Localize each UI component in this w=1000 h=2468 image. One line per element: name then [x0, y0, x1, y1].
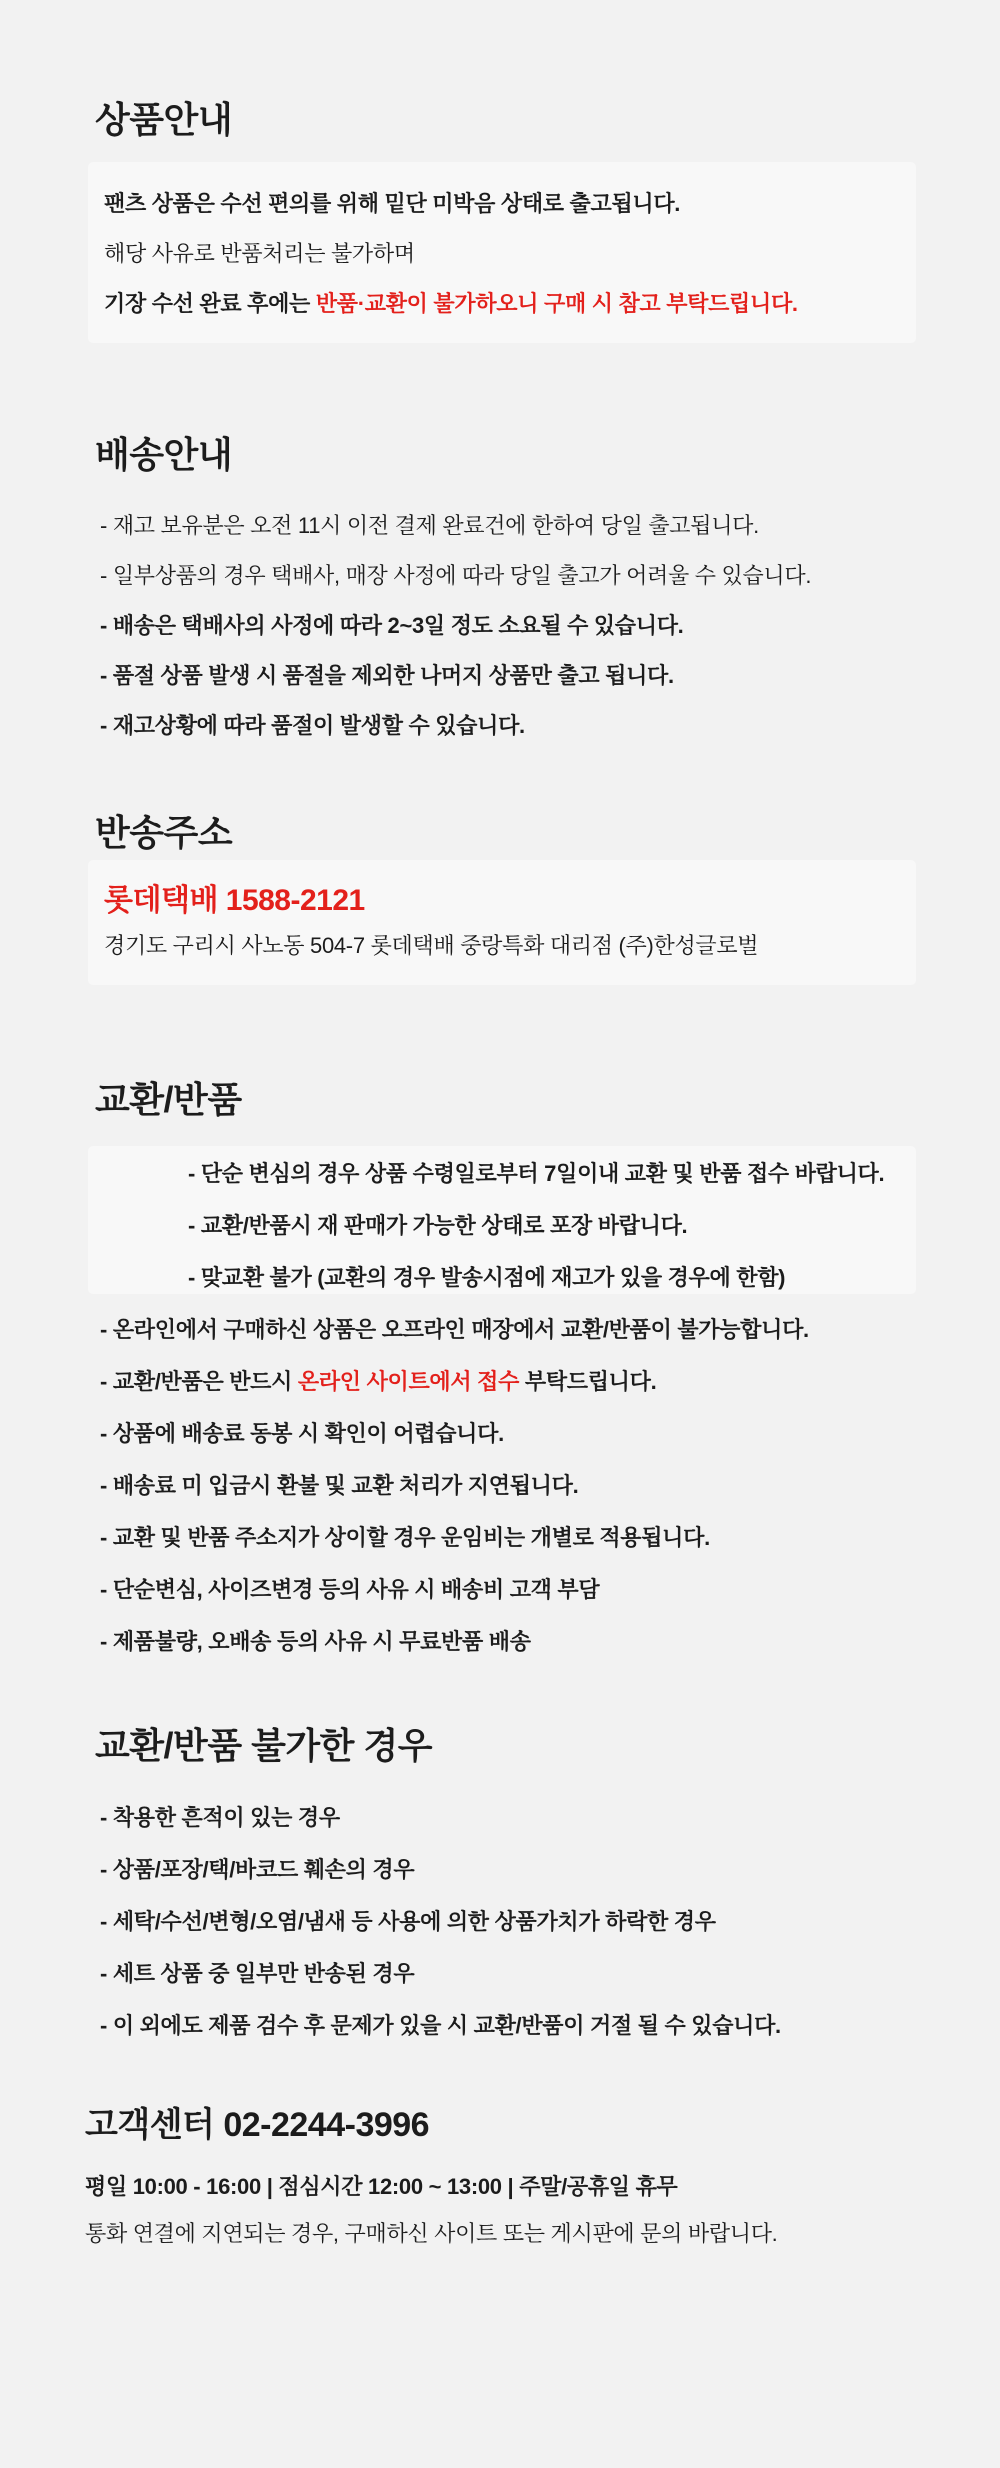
section-no-exchange [0, 1724, 1000, 2040]
product-info-line: 팬츠 상품은 수선 편의를 위해 밑단 미박음 상태로 출고됩니다. [104, 191, 681, 216]
list-item: - 맞교환 불가 (교환의 경우 발송시점에 재고가 있을 경우에 한함) [188, 1265, 786, 1290]
product-info-line: 기장 수선 완료 후에는 반품·교환이 불가하오니 구매 시 참고 부탁드립니다. [104, 291, 798, 316]
return-address-title: 반송주소 [95, 812, 233, 853]
section-exchange-return [0, 1078, 1000, 1656]
list-item: - 단순변심, 사이즈변경 등의 사유 시 배송비 고객 부담 [100, 1577, 600, 1602]
list-item: - 품절 상품 발생 시 품절을 제외한 나머지 상품만 출고 됩니다. [100, 663, 674, 688]
list-item: - 배송료 미 입금시 환불 및 교환 처리가 지연됩니다. [100, 1473, 579, 1498]
list-item: - 세트 상품 중 일부만 반송된 경우 [100, 1961, 415, 1986]
exchange-return-box [88, 1146, 916, 1294]
courier-phone: 롯데택배 1588-2121 [104, 884, 365, 917]
product-info-title: 상품안내 [95, 99, 233, 140]
list-item: - 제품불량, 오배송 등의 사유 시 무료반품 배송 [100, 1629, 531, 1654]
list-item: - 배송은 택배사의 사정에 따라 2~3일 정도 소요될 수 있습니다. [100, 613, 684, 638]
section-product-info [0, 98, 1000, 343]
customer-center-note: 통화 연결에 지연되는 경우, 구매하신 사이트 또는 게시판에 문의 바랍니다. [85, 2221, 778, 2246]
list-item: - 재고 보유분은 오전 11시 이전 결제 완료건에 한하여 당일 출고됩니다. [100, 513, 759, 538]
return-address-text: 경기도 구리시 사노동 504-7 롯데택배 중랑특화 대리점 (주)한성글로벌 [104, 933, 759, 958]
list-item: - 단순 변심의 경우 상품 수령일로부터 7일이내 교환 및 반품 접수 바랍니다. [188, 1161, 885, 1186]
list-item: - 이 외에도 제품 검수 후 문제가 있을 시 교환/반품이 거절 될 수 있습니다. [100, 2013, 781, 2038]
exchange-return-title: 교환/반품 [95, 1079, 242, 1120]
list-item: - 상품/포장/택/바코드 훼손의 경우 [100, 1857, 415, 1882]
list-item: - 교환/반품은 반드시 온라인 사이트에서 접수 부탁드립니다. [100, 1369, 657, 1394]
section-customer-center [0, 2105, 1000, 2248]
no-exchange-title: 교환/반품 불가한 경우 [95, 1725, 432, 1766]
list-item: - 일부상품의 경우 택배사, 매장 사정에 따라 당일 출고가 어려울 수 있습니다. [100, 563, 812, 588]
list-item: - 교환 및 반품 주소지가 상이할 경우 운임비는 개별로 적용됩니다. [100, 1525, 710, 1550]
section-shipping-info [0, 433, 1000, 740]
shipping-info-title: 배송안내 [95, 434, 233, 475]
exchange-return-list [0, 1316, 1000, 1656]
product-info-line: 해당 사유로 반품처리는 불가하며 [104, 241, 415, 266]
customer-center-label: 고객센터 [85, 2106, 215, 2144]
customer-center-hours: 평일 10:00 - 16:00 | 점심시간 12:00 ~ 13:00 | 주말/공휴일 휴무 [85, 2174, 678, 2199]
customer-center-phone: 02-2244-3996 [223, 2106, 430, 2144]
return-address-box [88, 860, 916, 985]
list-item: - 상품에 배송료 동봉 시 확인이 어렵습니다. [100, 1421, 504, 1446]
customer-center-title [85, 2105, 1000, 2146]
shipping-info-list [0, 512, 1000, 740]
no-exchange-list [0, 1804, 1000, 2040]
product-info-box [88, 162, 916, 343]
list-item: - 재고상황에 따라 품절이 발생할 수 있습니다. [100, 713, 525, 738]
list-item: - 착용한 흔적이 있는 경우 [100, 1805, 340, 1830]
list-item: - 세탁/수선/변형/오염/냄새 등 사용에 의한 상품가치가 하락한 경우 [100, 1909, 716, 1934]
section-return-address [0, 811, 1000, 985]
list-item: - 온라인에서 구매하신 상품은 오프라인 매장에서 교환/반품이 불가능합니다. [100, 1317, 809, 1342]
list-item: - 교환/반품시 재 판매가 가능한 상태로 포장 바랍니다. [188, 1213, 688, 1238]
